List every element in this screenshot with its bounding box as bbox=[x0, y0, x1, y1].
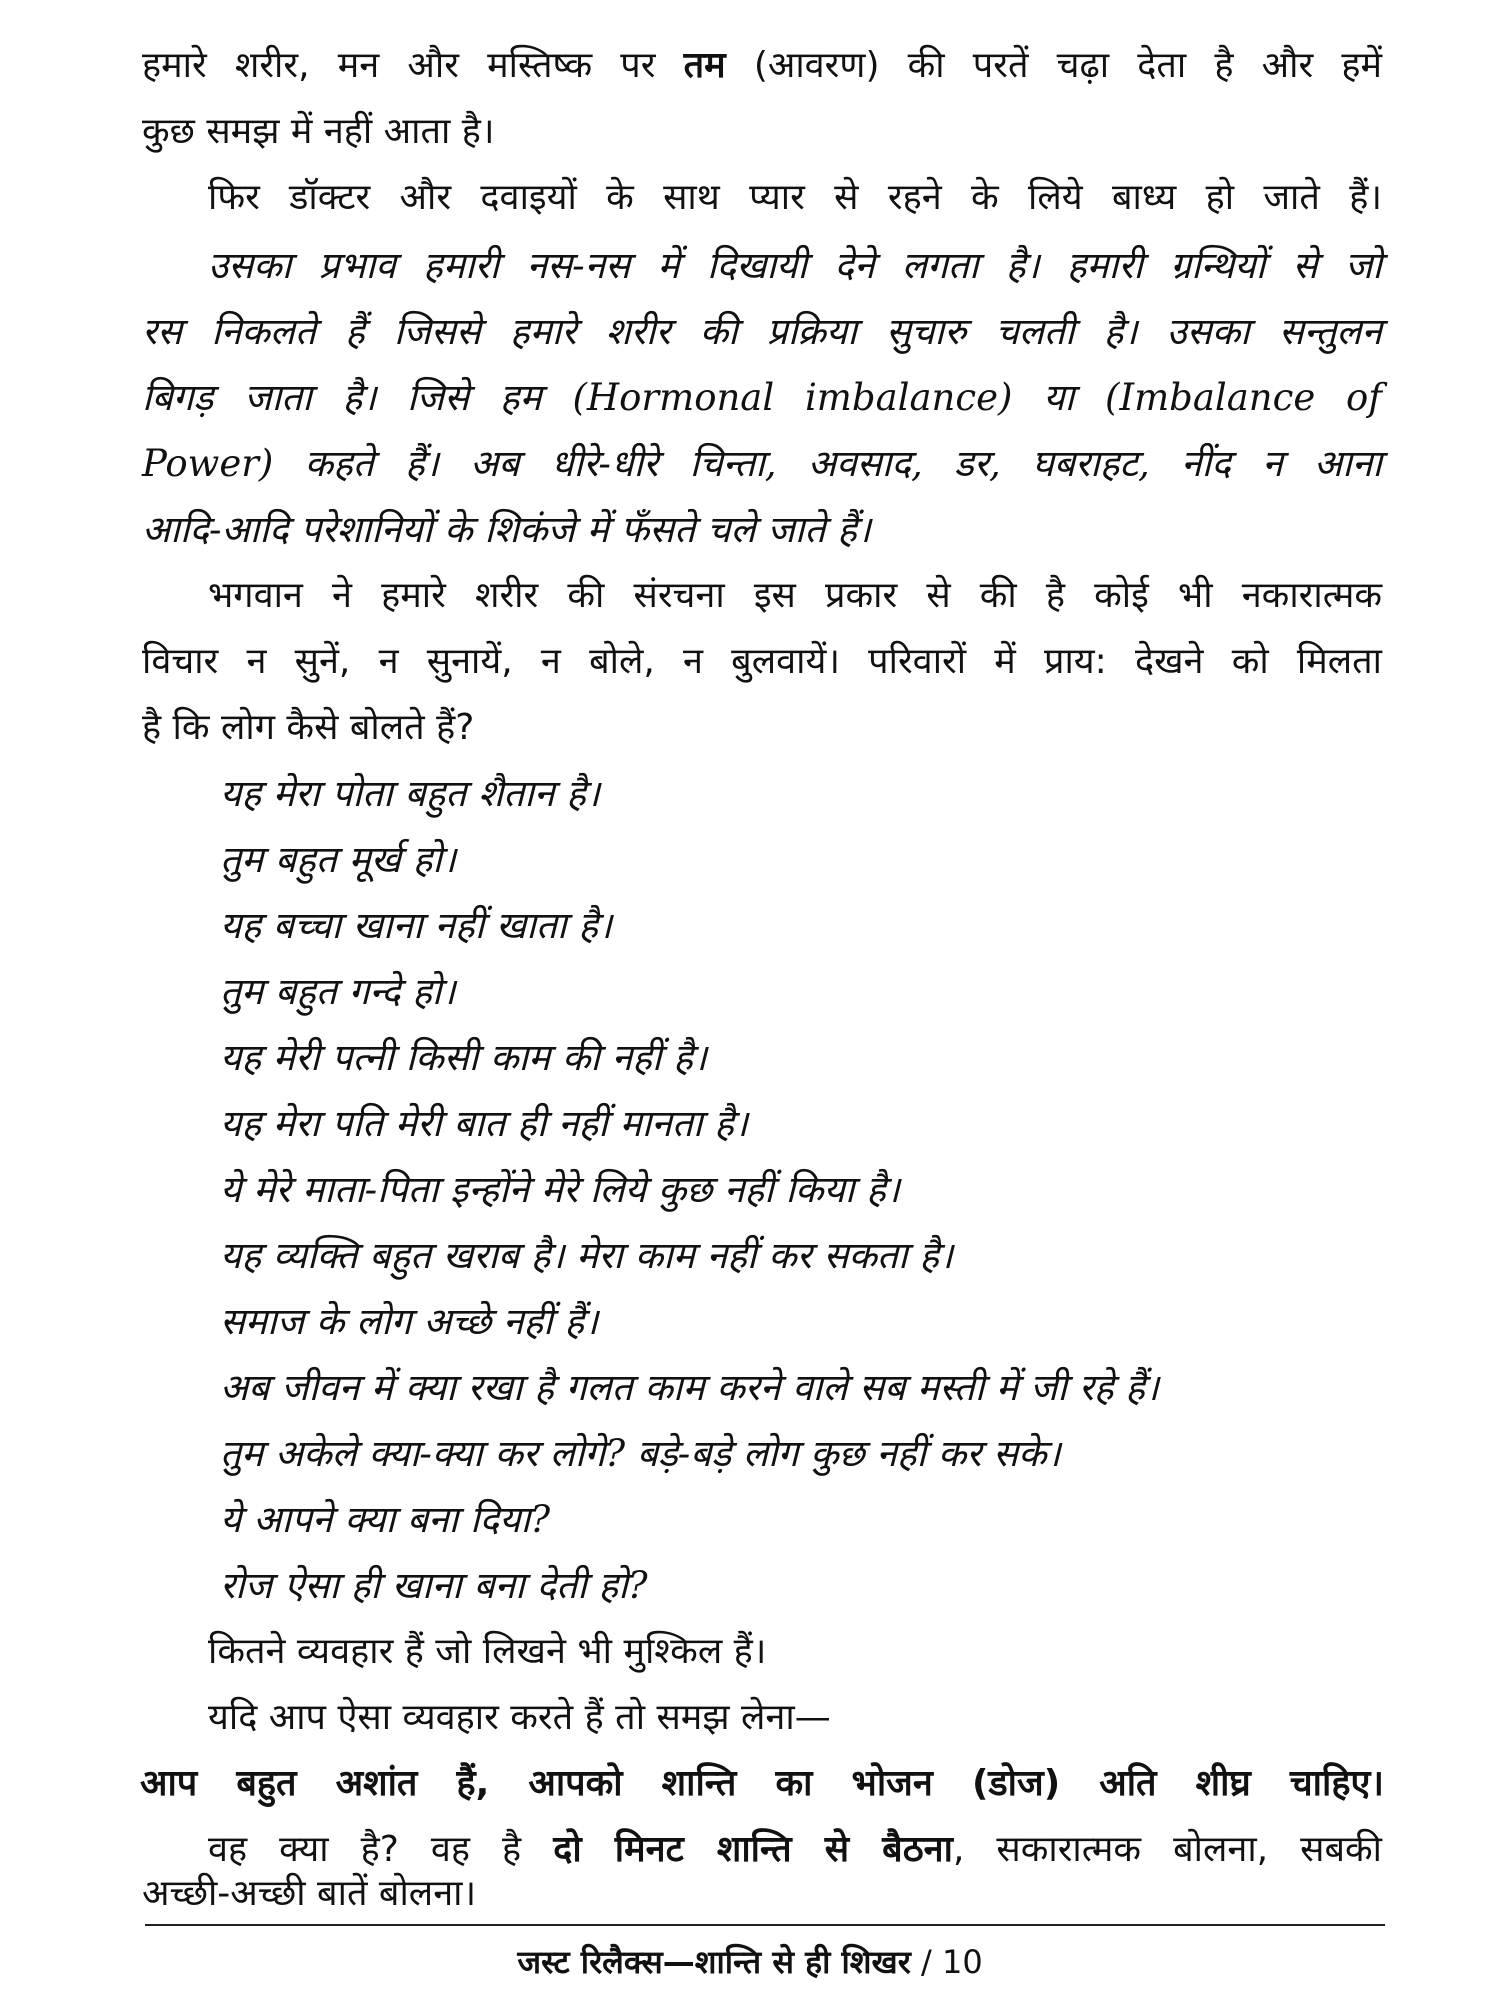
footer-rule bbox=[145, 1924, 1385, 1926]
book-title: जस्ट रिलैक्स—शान्ति से ही शिखर bbox=[517, 1943, 911, 1981]
paragraph-line-10: विचार न सुनें, न सुनायें, न बोले, न बुलवायें। परिवारों में प्राय: देखने को मिलता bbox=[142, 641, 1382, 682]
bold-term-tam: तम bbox=[683, 45, 726, 86]
paragraph-line-1: हमारे शरीर, मन और मस्तिष्क पर तम (आवरण) की परतें चढ़ा देता है और हमें bbox=[142, 45, 1382, 86]
quote-line-6: यह मेरा पति मेरी बात ही नहीं मानता है। bbox=[220, 1102, 748, 1145]
quote-line-7: ये मेरे माता-पिता इन्होंने मेरे लिये कुछ नहीं किया है। bbox=[220, 1168, 900, 1211]
quote-line-12: ये आपने क्या बना दिया? bbox=[220, 1498, 551, 1541]
page-number: 10 bbox=[941, 1943, 983, 1981]
italic-line-6: बिगड़ जाता है। जिसे हम (Hormonal imbalance) या (Imbalance of bbox=[142, 376, 1382, 419]
quote-line-1: यह मेरा पोता बहुत शैतान है। bbox=[220, 772, 600, 815]
paragraph-line-28: वह क्या है? वह है दो मिनट शान्ति से बैठना, सकारात्मक बोलना, सबकी bbox=[208, 1829, 1383, 1870]
paragraph-line-25: कितने व्यवहार हैं जो लिखने भी मुश्किल हैं। bbox=[208, 1631, 767, 1672]
quote-line-10: अब जीवन में क्या रखा है गलत काम करने वाले सब मस्ती में जी रहे हैं। bbox=[220, 1366, 1159, 1409]
italic-line-8: आदि-आदि परेशानियों के शिकंजे में फँसते चले जाते हैं। bbox=[142, 508, 871, 551]
paragraph-line-9: भगवान ने हमारे शरीर की संरचना इस प्रकार से की है कोई भी नकारात्मक bbox=[208, 575, 1382, 616]
paragraph-line-11: है कि लोग कैसे बोलते हैं? bbox=[142, 707, 475, 748]
quote-line-8: यह व्यक्ति बहुत खराब है। मेरा काम नहीं कर सकता है। bbox=[220, 1234, 954, 1277]
page-footer bbox=[0, 1940, 1500, 1984]
italic-line-4: उसका प्रभाव हमारी नस-नस में दिखायी देने लगता है। हमारी ग्रन्थियों से जो bbox=[208, 244, 1382, 287]
quote-line-3: यह बच्चा खाना नहीं खाता है। bbox=[220, 904, 612, 947]
quote-line-5: यह मेरी पत्नी किसी काम की नहीं है। bbox=[220, 1036, 707, 1079]
footer-separator: / bbox=[910, 1943, 942, 1981]
quote-line-9: समाज के लोग अच्छे नहीं हैं। bbox=[220, 1300, 599, 1343]
quote-line-2: तुम बहुत मूर्ख हो। bbox=[220, 838, 457, 881]
italic-line-5: रस निकलते हैं जिससे हमारे शरीर की प्रक्रिया सुचारु चलती है। उसका सन्तुलन bbox=[142, 310, 1382, 353]
paragraph-line-2: कुछ समझ में नहीं आता है। bbox=[142, 111, 495, 152]
bold-statement-line: आप बहुत अशांत हैं, आपको शान्ति का भोजन (डोज) अति शीघ्र चाहिए। bbox=[140, 1763, 1384, 1804]
paragraph-line-3: फिर डॉक्टर और दवाइयों के साथ प्यार से रहने के लिये बाध्य हो जाते हैं। bbox=[208, 177, 1382, 218]
paragraph-line-29: अच्छी-अच्छी बातें बोलना। bbox=[142, 1873, 477, 1914]
quote-line-4: तुम बहुत गन्दे हो। bbox=[220, 970, 456, 1013]
italic-line-7: Power) कहते हैं। अब धीरे-धीरे चिन्ता, अवसाद, डर, घबराहट, नींद न आना bbox=[142, 442, 1382, 485]
quote-line-13: रोज ऐसा ही खाना बना देती हो? bbox=[220, 1564, 648, 1607]
bold-phrase-two-minutes: दो मिनट शान्ति से बैठना bbox=[553, 1829, 953, 1870]
quote-line-11: तुम अकेले क्या-क्या कर लोगे? बड़े-बड़े लोग कुछ नहीं कर सके। bbox=[220, 1432, 1061, 1475]
paragraph-line-26: यदि आप ऐसा व्यवहार करते हैं तो समझ लेना— bbox=[208, 1697, 831, 1738]
